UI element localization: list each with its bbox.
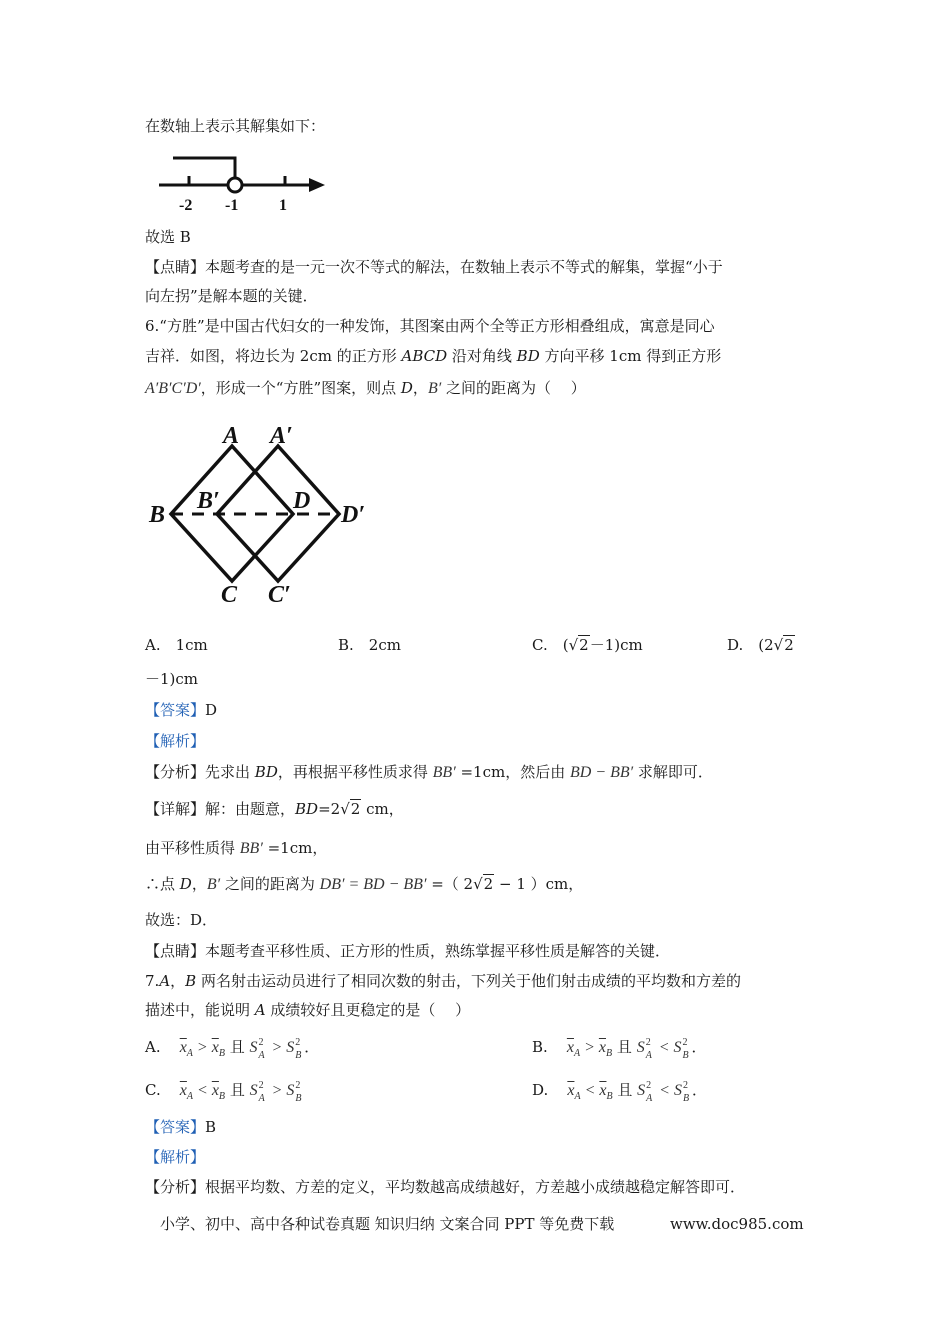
- conjunction: 且: [616, 1038, 632, 1056]
- superscript: 2: [646, 1080, 652, 1091]
- math-var: BD: [516, 347, 540, 365]
- subscript: B: [295, 1050, 302, 1061]
- superscript: 2: [645, 1037, 651, 1048]
- jiexi-tag: 【解析】: [145, 732, 206, 750]
- label-B: B: [149, 502, 166, 528]
- label-D: D: [293, 488, 311, 514]
- superscript: 2: [682, 1080, 688, 1091]
- subscript: A: [573, 1048, 581, 1059]
- option-label: D.: [532, 1081, 549, 1099]
- q6-option-a: A. 1cm: [145, 636, 208, 654]
- mean-symbol: $\overline{x}$: [599, 1082, 607, 1099]
- variance-symbol: S: [286, 1082, 295, 1099]
- fenxi-text: 根据平均数、方差的定义，平均数越高成绩越好，方差越小成绩越稳定解答即可．: [205, 1178, 746, 1196]
- period: ．: [304, 1038, 320, 1056]
- math-var: A: [159, 972, 171, 990]
- text: 成绩较好且更稳定的是（ ）: [265, 1001, 471, 1019]
- text: ，形成一个“方胜”图案，则点: [200, 379, 401, 397]
- footer-url[interactable]: www.doc985.com: [670, 1215, 804, 1233]
- q7-option-c: [145, 1080, 304, 1107]
- math-var: D: [179, 875, 192, 893]
- superscript: 2: [295, 1080, 301, 1091]
- relation: >: [584, 1039, 595, 1056]
- text: 求解即可．: [633, 763, 713, 781]
- q7-fenxi: [145, 1177, 745, 1197]
- variance-symbol: S: [673, 1039, 682, 1056]
- q7-option-d: [532, 1080, 707, 1107]
- variance-symbol: S: [286, 1039, 295, 1056]
- text: 先求出: [205, 763, 255, 781]
- math-var: BD: [254, 763, 278, 781]
- subscript: B: [682, 1050, 689, 1061]
- q7-jiexi: [145, 1147, 205, 1167]
- text: ，再根据平移性质求得: [277, 763, 433, 781]
- math-expr: BD − BB′: [569, 764, 634, 781]
- text: =（ 2: [426, 875, 474, 893]
- q6-stem-line1: 6.“方胜”是中国古代妇女的一种发饰，其图案由两个全等正方形相叠组成，寓意是同心: [145, 317, 715, 335]
- q5-choose: 故选 B: [145, 228, 191, 246]
- relation: <: [659, 1082, 670, 1099]
- text: − 1 ）cm，: [494, 875, 584, 893]
- solution-set-bracket: [173, 158, 235, 184]
- text: 吉祥．如图，将边长为 2cm 的正方形: [145, 347, 402, 365]
- subscript: A: [646, 1093, 653, 1104]
- sqrt-radicand: 2: [483, 875, 494, 893]
- text: =1cm，: [262, 839, 328, 857]
- math-var: B′: [427, 380, 442, 397]
- option-label: B.: [532, 1038, 548, 1056]
- math-expr: A′B′C′D′: [145, 380, 201, 397]
- number-line-figure: [145, 148, 345, 216]
- mean-symbol: $\overline{x}$: [211, 1039, 219, 1056]
- dianjing-tag: 【点睛】: [145, 942, 206, 960]
- label-A: A: [223, 423, 240, 449]
- jiexi-tag: 【解析】: [145, 1148, 206, 1166]
- text: ，: [191, 875, 207, 893]
- relation: >: [196, 1039, 208, 1056]
- math-var: ABCD: [401, 347, 448, 365]
- dianjing-text: 本题考查的是一元一次不等式的解法，在数轴上表示不等式的解集，掌握“小于: [205, 258, 723, 276]
- text: 解：由题意，: [205, 800, 296, 818]
- text: 两名射击运动员进行了相同次数的射击，下列关于他们射击成绩的平均数和方差的: [196, 972, 741, 990]
- q6-option-c: C. (√2－1)cm: [532, 636, 643, 654]
- text: 方向平移 1cm 得到正方形: [539, 347, 722, 365]
- math-var: B′: [206, 876, 221, 893]
- subscript: B: [606, 1048, 613, 1059]
- text: ，: [412, 379, 428, 397]
- q6-stem-line3: [145, 378, 586, 399]
- label-C-prime: C′: [268, 582, 291, 608]
- mean-symbol: $\overline{x}$: [566, 1039, 574, 1056]
- dianjing-tag: 【点睛】: [145, 258, 206, 276]
- q6-dianjing: [145, 941, 670, 961]
- subscript: A: [645, 1050, 652, 1061]
- text: ，: [170, 972, 186, 990]
- subscript: B: [682, 1093, 690, 1104]
- q6-choose: 故选：D．: [145, 911, 218, 929]
- q6-step3: ∴点 D，B′ 之间的距离为 DB′ = BD − BB′ =（ 2√2 − 1 ）cm，: [145, 875, 584, 893]
- superscript: 2: [682, 1037, 688, 1048]
- superscript: 2: [258, 1037, 264, 1048]
- text: D. (2: [727, 636, 774, 654]
- answer-tag: 【答案】: [145, 1118, 206, 1136]
- math-expr: DB′ = BD − BB′: [319, 876, 427, 893]
- label-A-prime: A′: [270, 423, 293, 449]
- text: C. (: [532, 636, 569, 654]
- math-var: A: [254, 1001, 266, 1019]
- answer-value: B: [205, 1118, 217, 1136]
- q6-xiangjie: 【详解】解：由题意，BD=2√2 cm，: [145, 800, 404, 818]
- mean-symbol: $\overline{x}$: [598, 1039, 606, 1056]
- q6-stem-line2: [145, 346, 721, 366]
- subscript: A: [258, 1093, 265, 1104]
- relation: <: [584, 1082, 596, 1099]
- mean-symbol: $\overline{x}$: [567, 1082, 575, 1099]
- superscript: 2: [295, 1037, 301, 1048]
- fangsheng-figure: [145, 418, 385, 610]
- axis-arrow: [309, 178, 325, 192]
- math-var: BD: [295, 800, 319, 818]
- text: cm，: [361, 800, 404, 818]
- text: 7.: [145, 972, 160, 990]
- q6-jiexi: [145, 731, 205, 751]
- period: ．: [691, 1081, 707, 1099]
- q7-stem-line2: [145, 1000, 470, 1020]
- variance-symbol: S: [249, 1082, 258, 1099]
- label-C: C: [221, 582, 238, 608]
- intro-text: 在数轴上表示其解集如下：: [145, 117, 326, 135]
- subscript: A: [574, 1091, 581, 1102]
- q6-fenxi: [145, 762, 713, 783]
- q7-option-b: [532, 1037, 707, 1064]
- text: 由平移性质得: [145, 839, 240, 857]
- math-expr: BB′: [239, 840, 263, 857]
- label-1: 1: [279, 197, 287, 214]
- variance-symbol: S: [637, 1082, 646, 1099]
- conjunction: 且: [617, 1081, 633, 1099]
- dianjing-text: 本题考查平移性质、正方形的性质，熟练掌握平移性质是解答的关键．: [205, 942, 671, 960]
- footer-text: 小学、初中、高中各种试卷真题 知识归纳 文案合同 PPT 等免费下载: [160, 1215, 615, 1233]
- subscript: B: [218, 1091, 226, 1102]
- text: ∴点: [145, 875, 180, 893]
- math-var: B: [185, 972, 197, 990]
- text: 沿对角线: [447, 347, 517, 365]
- q7-option-a: [145, 1037, 319, 1064]
- superscript: 2: [258, 1080, 264, 1091]
- variance-symbol: S: [249, 1039, 258, 1056]
- mean-symbol: $\overline{x}$: [211, 1082, 219, 1099]
- square-abcd: [171, 446, 293, 581]
- relation: >: [271, 1039, 283, 1056]
- text: 描述中，能说明: [145, 1001, 255, 1019]
- fenxi-tag: 【分析】: [145, 1178, 206, 1196]
- text: 之间的距离为（ ）: [441, 379, 586, 397]
- conjunction: 且: [229, 1038, 245, 1056]
- label-B-prime: B′: [197, 488, 220, 514]
- q6-option-d-cont: －1)cm: [145, 670, 199, 688]
- sqrt-radicand: 2: [784, 636, 794, 654]
- q6-option-d: D. (2√2: [727, 636, 794, 654]
- math-var: D: [400, 379, 413, 397]
- mean-symbol: $\overline{x}$: [179, 1039, 187, 1056]
- subscript: A: [186, 1048, 193, 1059]
- q7-answer: [145, 1117, 216, 1137]
- sqrt-radicand: 2: [579, 636, 589, 654]
- label-D-prime: D′: [341, 502, 366, 528]
- variance-symbol: S: [636, 1039, 645, 1056]
- q5-dianjing-line1: [145, 257, 723, 277]
- option-label: C.: [145, 1081, 161, 1099]
- text: －1)cm: [589, 636, 643, 654]
- math-expr: BB′: [432, 764, 456, 781]
- period: ．: [691, 1038, 707, 1056]
- text: =2: [318, 800, 341, 818]
- subscript: A: [258, 1050, 265, 1061]
- q5-dianjing-line2: 向左拐”是解本题的关键．: [145, 287, 318, 305]
- subscript: B: [295, 1093, 302, 1104]
- mean-symbol: $\overline{x}$: [179, 1082, 187, 1099]
- sqrt-radicand: 2: [350, 800, 361, 818]
- text: 之间的距离为: [220, 875, 320, 893]
- subscript: B: [606, 1091, 613, 1102]
- open-circle: [228, 178, 242, 192]
- subscript: A: [186, 1091, 194, 1102]
- subscript: B: [218, 1048, 225, 1059]
- label-minus-2: -2: [179, 197, 193, 214]
- label-minus-1: -1: [225, 197, 239, 214]
- conjunction: 且: [229, 1081, 245, 1099]
- option-label: A.: [145, 1038, 161, 1056]
- relation: <: [658, 1039, 670, 1056]
- answer-value: D: [205, 701, 218, 719]
- text: =1cm，然后由: [455, 763, 570, 781]
- q6-option-b: B. 2cm: [338, 636, 401, 654]
- xiangjie-tag: 【详解】: [145, 800, 206, 818]
- q7-stem-line1: [145, 971, 741, 991]
- relation: <: [197, 1082, 208, 1099]
- q6-answer: [145, 700, 217, 720]
- q6-step2: [145, 838, 327, 859]
- answer-tag: 【答案】: [145, 701, 206, 719]
- variance-symbol: S: [673, 1082, 682, 1099]
- fenxi-tag: 【分析】: [145, 763, 206, 781]
- relation: >: [271, 1082, 283, 1099]
